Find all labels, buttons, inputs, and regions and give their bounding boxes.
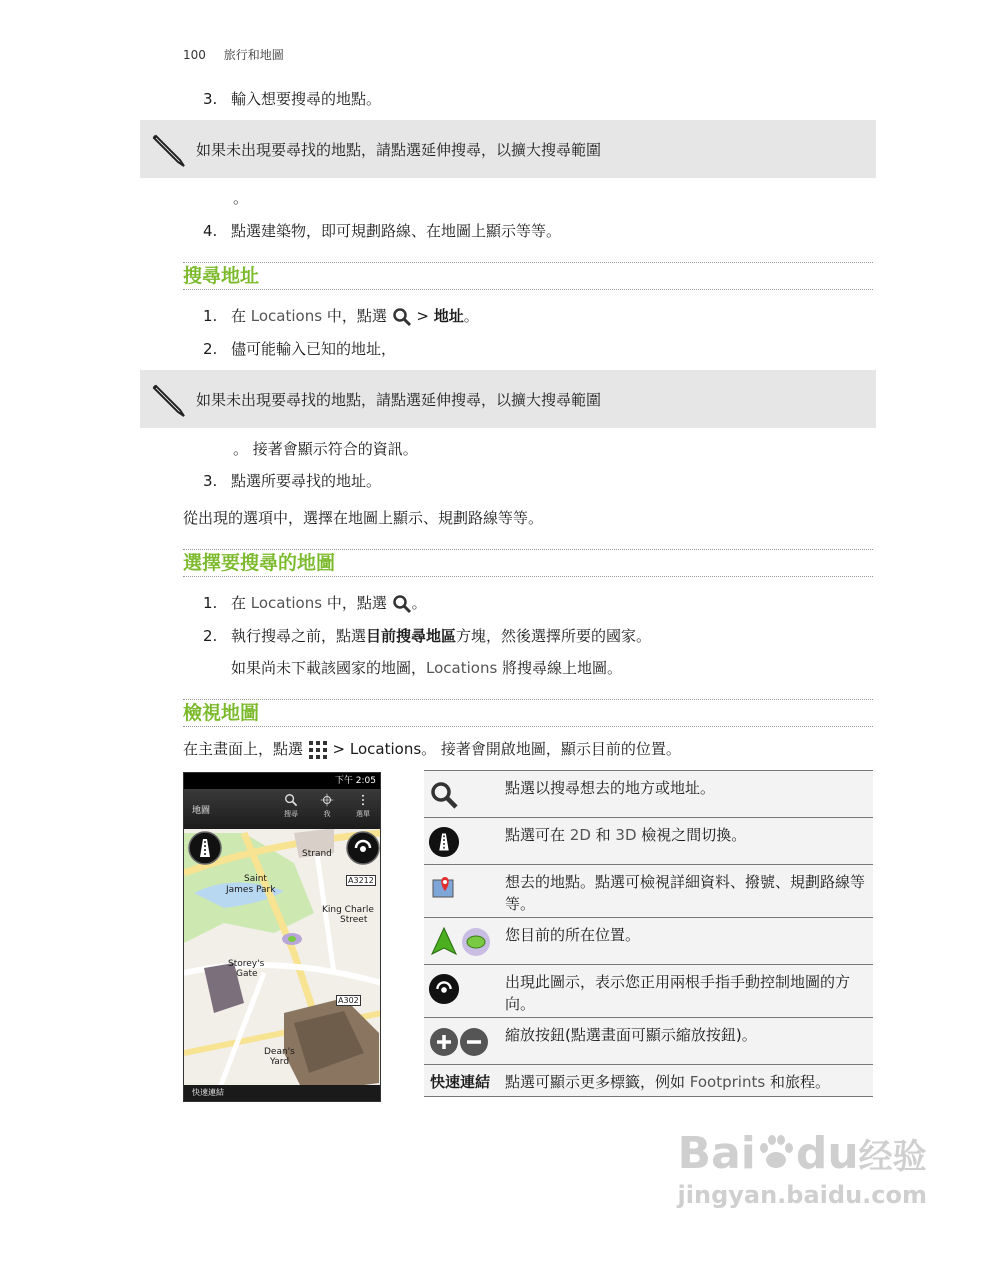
location-icon [428, 926, 492, 958]
pencil-icon [148, 380, 188, 420]
paw-icon [756, 1132, 796, 1172]
gesture-indicator[interactable] [346, 831, 380, 865]
paragraph: 從出現的選項中，選擇在地圖上顯示、規劃路線等等。 [183, 509, 544, 527]
step-2-online-note: 如果尚未下載該國家的地圖，Locations 將搜尋線上地圖。 [231, 659, 623, 677]
legend-row: 縮放按鈕(點選畫面可顯示縮放按鈕)。 [424, 1018, 873, 1065]
map-label: Saint [244, 874, 267, 884]
map-label: Street [340, 915, 368, 925]
menu-icon [356, 793, 370, 807]
step-1-locations-search: 1. 在 Locations 中，點選 。 [203, 594, 427, 612]
step-2-enter-address: 2. 儘可能輸入已知的地址， [203, 340, 397, 358]
pencil-icon [148, 130, 188, 170]
note-text: 如果未出現要尋找的地點，請點選延伸搜尋，以擴大搜尋範圍 [196, 391, 602, 409]
search-icon [284, 793, 298, 807]
legend-row: 點選可在 2D 和 3D 檢視之間切換。 [424, 818, 873, 865]
legend-row: 快速連結 點選可顯示更多標籤，例如 Footprints 和旅程。 [424, 1065, 873, 1097]
crosshair-icon [320, 793, 334, 807]
paragraph-open-map: 在主畫面上，點選 > Locations。 接著會開啟地圖，顯示目前的位置。 [183, 740, 681, 758]
map-label: Strand [302, 849, 332, 859]
chapter-title: 旅行和地圖 [223, 48, 284, 62]
note-text: 如果未出現要尋找的地點，請點選延伸搜尋，以擴大搜尋範圍 [196, 141, 602, 159]
note-box [140, 370, 876, 428]
menu-button[interactable]: 選單 [346, 793, 380, 819]
watermark: Bai du经验 jingyan.baidu.com [677, 1128, 927, 1209]
page-header [183, 46, 284, 63]
step-4-building: 4. 點選建築物，即可規劃路線、在地圖上顯示等等。 [203, 222, 562, 240]
legend-table [424, 770, 873, 1097]
heading-select-map: 選擇要搜尋的地圖 [183, 549, 873, 577]
app-title-bar [184, 789, 380, 829]
step-2-country: 2. 執行搜尋之前，點選目前搜尋地區方塊，然後選擇所要的國家。 [203, 627, 652, 645]
place-marker-icon [428, 873, 460, 905]
map-label: Yard [270, 1057, 290, 1067]
legend-row: 想去的地點。點選可檢視詳細資料、撥號、規劃路線等等。 [424, 865, 873, 918]
search-icon [392, 594, 412, 614]
search-icon [428, 779, 460, 811]
legend-row: 您目前的所在位置。 [424, 918, 873, 965]
step-3-input: 3. 輸入想要搜尋的地點。 [203, 90, 382, 108]
me-button[interactable]: 我 [310, 793, 344, 819]
legend-row: 出現此圖示，表示您正用兩根手指手動控制地圖的方向。 [424, 965, 873, 1018]
note-continuation: 。 接著會顯示符合的資訊。 [233, 440, 418, 458]
page-number: 100 [183, 48, 206, 62]
gesture-icon [428, 973, 460, 1005]
map-label: Gate [236, 969, 258, 979]
view-toggle-button[interactable] [188, 831, 222, 865]
app-title: 地圖 [192, 806, 211, 816]
map-label: Storey's [228, 959, 265, 969]
note-continuation: 。 [233, 189, 249, 207]
view-toggle-icon [428, 826, 460, 858]
map-label: King Charle [322, 905, 374, 915]
status-bar: 下午 2:05 [184, 773, 380, 789]
note-box [140, 120, 876, 178]
phone-screenshot [183, 772, 381, 1102]
heading-view-map: 檢視地圖 [183, 699, 873, 727]
heading-search-address: 搜尋地址 [183, 262, 873, 290]
zoom-icon [428, 1026, 492, 1058]
step-1-locations: 1. 在 Locations 中，點選 > 地址。 [203, 307, 479, 325]
legend-row: 點選以搜尋想去的地方或地址。 [424, 771, 873, 818]
quick-links-label: 快速連結 [430, 1073, 491, 1091]
search-icon [392, 307, 412, 327]
quick-links-bar[interactable]: 快速連結 [184, 1085, 380, 1101]
map-label: James Park [226, 885, 276, 895]
road-sign: A3212 [348, 876, 374, 885]
step-3-select-address: 3. 點選所要尋找的地址。 [203, 472, 382, 490]
search-button[interactable]: 搜尋 [274, 793, 308, 819]
road-sign: A302 [338, 996, 359, 1005]
map-label: Dean's [264, 1047, 295, 1057]
app-grid-icon [308, 740, 328, 760]
